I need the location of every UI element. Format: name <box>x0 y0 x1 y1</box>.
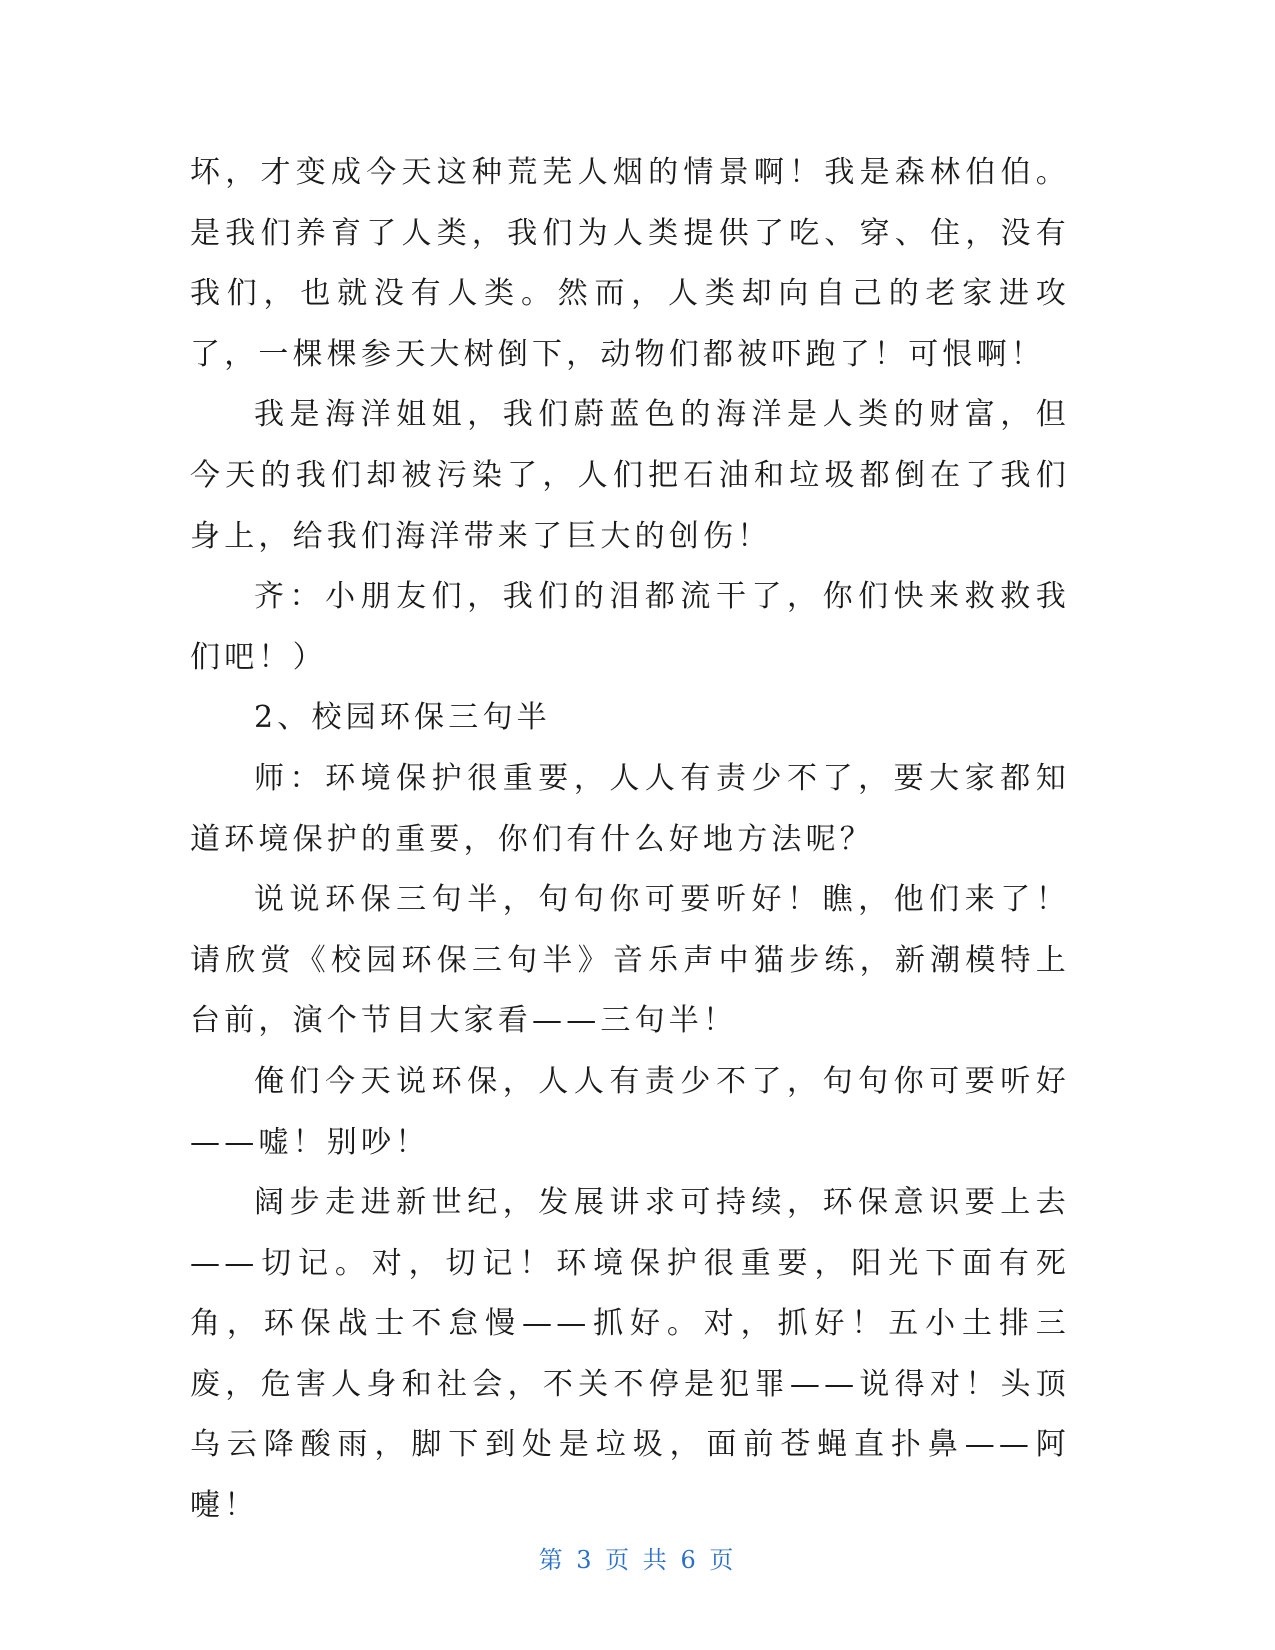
document-body <box>190 143 1070 1537</box>
paragraph-intro: 说说环保三句半，句句你可要听好！瞧，他们来了！请欣赏《校园环保三句半》音乐声中猫步练，新潮模特上台前，演个节目大家看——三句半！ <box>190 882 1070 1039</box>
paragraph-opening: 俺们今天说环保，人人有责少不了，句句你可要听好——嘘！别吵！ <box>190 1063 1070 1160</box>
paragraph-teacher: 师：环境保护很重要，人人有责少不了，要大家都知道环境保护的重要，你们有什么好地方法呢？ <box>190 760 1070 857</box>
paragraph-chorus: 齐：小朋友们，我们的泪都流干了，你们快来救救我们吧！） <box>190 579 1070 675</box>
paragraph-ocean: 我是海洋姐姐，我们蔚蓝色的海洋是人类的财富，但今天的我们却被污染了，人们把石油和垃圾都倒在了我们身上，给我们海洋带来了巨大的创伤！ <box>190 397 1070 554</box>
paragraph-verses: 阔步走进新世纪，发展讲求可持续，环保意识要上去——切记。对，切记！环境保护很重要，阳光下面有死角，环保战士不怠慢——抓好。对，抓好！五小土排三废，危害人身和社会，不关不停是犯罪——说得对！头顶乌云降酸雨，脚下到处是垃圾，面前苍蝇直扑鼻——阿嚏！ <box>190 1185 1070 1524</box>
paragraph-forest: 坏，才变成今天这种荒芜人烟的情景啊！我是森林伯伯。是我们养育了人类，我们为人类提供了吃、穿、住，没有我们，也就没有人类。然而，人类却向自己的老家进攻了，一棵棵参天大树倒下，动物们都被吓跑了！可恨啊！ <box>190 155 1070 372</box>
page-number-footer: 第 3 页 共 6 页 <box>538 1546 737 1574</box>
section-heading: 2、校园环保三句半 <box>254 700 551 736</box>
